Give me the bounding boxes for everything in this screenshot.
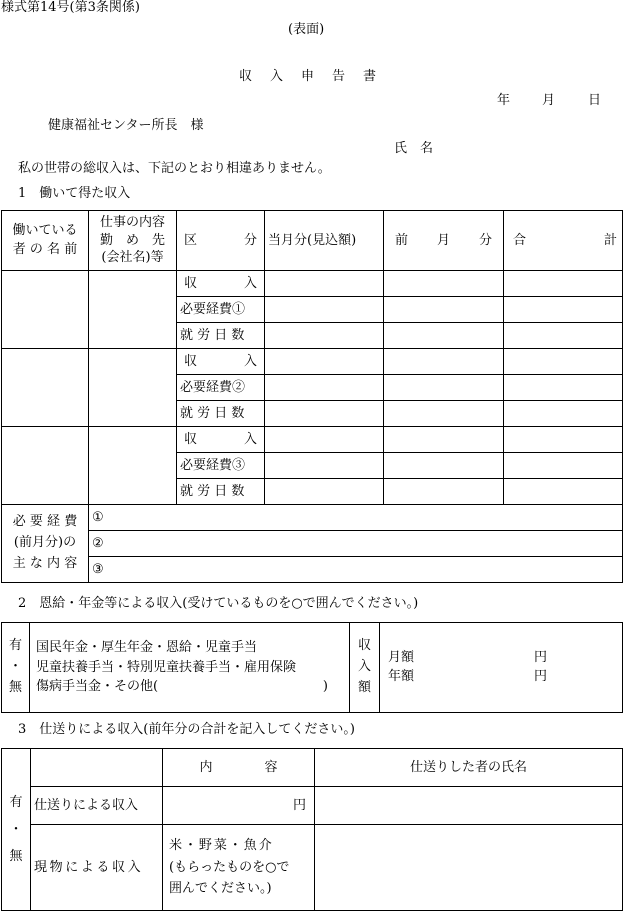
days-prev-2[interactable]: [384, 401, 504, 427]
person-name-cell-3[interactable]: [2, 427, 89, 505]
monthly-yen: 円: [533, 650, 547, 666]
expense-current-1[interactable]: [265, 297, 384, 323]
date-month: 月: [542, 93, 556, 108]
expenses-label-line3: 主 な 内 容: [12, 555, 78, 571]
money-row-label: 仕送りによる収入: [31, 787, 163, 825]
row-expense-1: 必要経費①: [177, 297, 265, 323]
col-prev-header: [384, 211, 504, 271]
expenses-label-line1: 必 要 経 費: [12, 514, 78, 530]
col-kind-header: [177, 211, 265, 271]
col-job-line1: 仕事の内容: [99, 215, 165, 231]
job-cell-1[interactable]: [89, 271, 177, 349]
row-expense-2: 必要経費②: [177, 375, 265, 401]
date-day: 日: [588, 93, 602, 108]
date-year: 年: [497, 93, 511, 108]
expense-current-2[interactable]: [265, 375, 384, 401]
expense-prev-2[interactable]: [384, 375, 504, 401]
yearly-label: 年額: [388, 668, 415, 684]
form-number: 様式第14号(第3条関係): [1, 0, 140, 15]
money-amount-cell[interactable]: 円: [163, 787, 315, 825]
pension-table: [1, 622, 623, 713]
col-kind-a: 区: [184, 232, 198, 248]
expenses-label-cell: [2, 505, 89, 583]
income-prev-2[interactable]: [384, 349, 504, 375]
amount-label-3: 額: [357, 679, 371, 695]
money-sender-cell[interactable]: [315, 787, 623, 825]
expense-total-3[interactable]: [504, 453, 623, 479]
expense-total-2[interactable]: [504, 375, 623, 401]
days-prev-1[interactable]: [384, 323, 504, 349]
pension-types-line2: 児童扶養手当・特別児童扶養手当・雇用保険: [36, 659, 297, 675]
no-mark: 無: [8, 679, 22, 695]
col-sender-header: 仕送りした者の氏名: [315, 749, 623, 787]
addressee: 健康福祉センター所長 様: [48, 118, 204, 133]
pension-types-line3: 傷病手当金・その他(: [36, 679, 159, 695]
income-total-3[interactable]: [504, 427, 623, 453]
pension-yesno[interactable]: [2, 623, 30, 713]
income-total-2[interactable]: [504, 349, 623, 375]
work-income-table: [1, 210, 623, 583]
income-prev-1[interactable]: [384, 271, 504, 297]
col-person-line2: 者 の 名 前: [12, 241, 78, 257]
goods-note-line1: (もらったものを○で: [169, 859, 290, 875]
yes-mark: 有: [9, 794, 23, 810]
income-current-2[interactable]: [265, 349, 384, 375]
row-days-1: 就 労 日 数: [177, 323, 265, 349]
row-expense-3: 必要経費③: [177, 453, 265, 479]
income-label-a: 収: [184, 431, 198, 447]
days-current-3[interactable]: [265, 479, 384, 505]
days-total-3[interactable]: [504, 479, 623, 505]
remittance-table: [1, 748, 623, 911]
yearly-yen: 円: [533, 668, 547, 684]
yesno-dot: ・: [8, 659, 22, 675]
goods-sender-cell[interactable]: [315, 825, 623, 911]
job-cell-3[interactable]: [89, 427, 177, 505]
section3-heading: 3 仕送りによる収入(前年分の合計を記入してください。): [18, 722, 355, 737]
pension-other-close: ): [322, 679, 328, 695]
col-job-header: [89, 211, 177, 271]
expense-prev-1[interactable]: [384, 297, 504, 323]
days-prev-3[interactable]: [384, 479, 504, 505]
section2-heading: 2 恩給・年金等による収入(受けているものを○で囲んでください。): [18, 596, 419, 611]
pension-types-cell[interactable]: [30, 623, 350, 713]
income-current-1[interactable]: [265, 271, 384, 297]
col-current-header: 当月分(見込額): [265, 211, 384, 271]
col-job-line2: 勤 め 先: [99, 232, 165, 248]
col-content-header: 内 容: [163, 749, 315, 787]
income-prev-3[interactable]: [384, 427, 504, 453]
expense-prev-3[interactable]: [384, 453, 504, 479]
col-kind-b: 分: [243, 232, 257, 248]
amount-cell[interactable]: [380, 623, 623, 713]
income-label-b: 入: [243, 353, 257, 369]
side-label: (表面): [288, 22, 325, 37]
row-days-3: 就 労 日 数: [177, 479, 265, 505]
days-current-2[interactable]: [265, 401, 384, 427]
expense-detail-1[interactable]: ①: [89, 505, 623, 531]
expense-total-1[interactable]: [504, 297, 623, 323]
goods-row-label: 現物による収入: [31, 825, 163, 911]
yes-mark: 有: [8, 638, 22, 654]
no-mark: 無: [9, 848, 23, 864]
income-total-1[interactable]: [504, 271, 623, 297]
income-current-3[interactable]: [265, 427, 384, 453]
income-label-a: 収: [184, 275, 198, 291]
col-job-line3: (会社名)等: [101, 250, 164, 266]
amount-label-cell: [350, 623, 380, 713]
yesno-dot: ・: [9, 821, 23, 837]
income-label-a: 収: [184, 353, 198, 369]
days-total-1[interactable]: [504, 323, 623, 349]
expense-detail-3[interactable]: ③: [89, 557, 623, 583]
col-prev-b: 月: [436, 232, 450, 248]
amount-label-1: 収: [357, 638, 371, 654]
days-total-2[interactable]: [504, 401, 623, 427]
blank-header-cell: [31, 749, 163, 787]
col-prev-c: 分: [478, 232, 492, 248]
col-prev-a: 前: [395, 232, 409, 248]
col-person-header: [2, 211, 89, 271]
goods-items: 米・野菜・魚介: [169, 838, 274, 854]
row-income-3: [177, 427, 265, 453]
pension-types-line1: 国民年金・厚生年金・恩給・児童手当: [36, 640, 258, 656]
declaration: 私の世帯の総収入は、下記のとおり相違ありません。: [18, 161, 331, 176]
expense-detail-2[interactable]: ②: [89, 531, 623, 557]
col-total-a: 合: [513, 232, 527, 248]
goods-content-cell[interactable]: [163, 825, 315, 911]
expense-current-3[interactable]: [265, 453, 384, 479]
applicant-name-label: 氏 名: [394, 141, 434, 156]
person-name-cell-1[interactable]: [2, 271, 89, 349]
remittance-yesno[interactable]: [2, 749, 31, 911]
row-income-2: [177, 349, 265, 375]
person-name-cell-2[interactable]: [2, 349, 89, 427]
col-person-line1: 働いている: [12, 223, 78, 239]
job-cell-2[interactable]: [89, 349, 177, 427]
monthly-label: 月額: [388, 650, 415, 666]
income-label-b: 入: [243, 431, 257, 447]
row-income-1: [177, 271, 265, 297]
amount-label-2: 入: [357, 659, 371, 675]
days-current-1[interactable]: [265, 323, 384, 349]
goods-note-line2: 囲んでください。): [169, 881, 272, 897]
income-label-b: 入: [243, 275, 257, 291]
section1-heading: 1 働いて得た収入: [18, 186, 131, 201]
expenses-label-line2: (前月分)の: [13, 535, 77, 551]
col-total-header: [504, 211, 623, 271]
row-days-2: 就 労 日 数: [177, 401, 265, 427]
form-title: 収入申告書: [239, 69, 395, 84]
col-total-b: 計: [603, 232, 617, 248]
